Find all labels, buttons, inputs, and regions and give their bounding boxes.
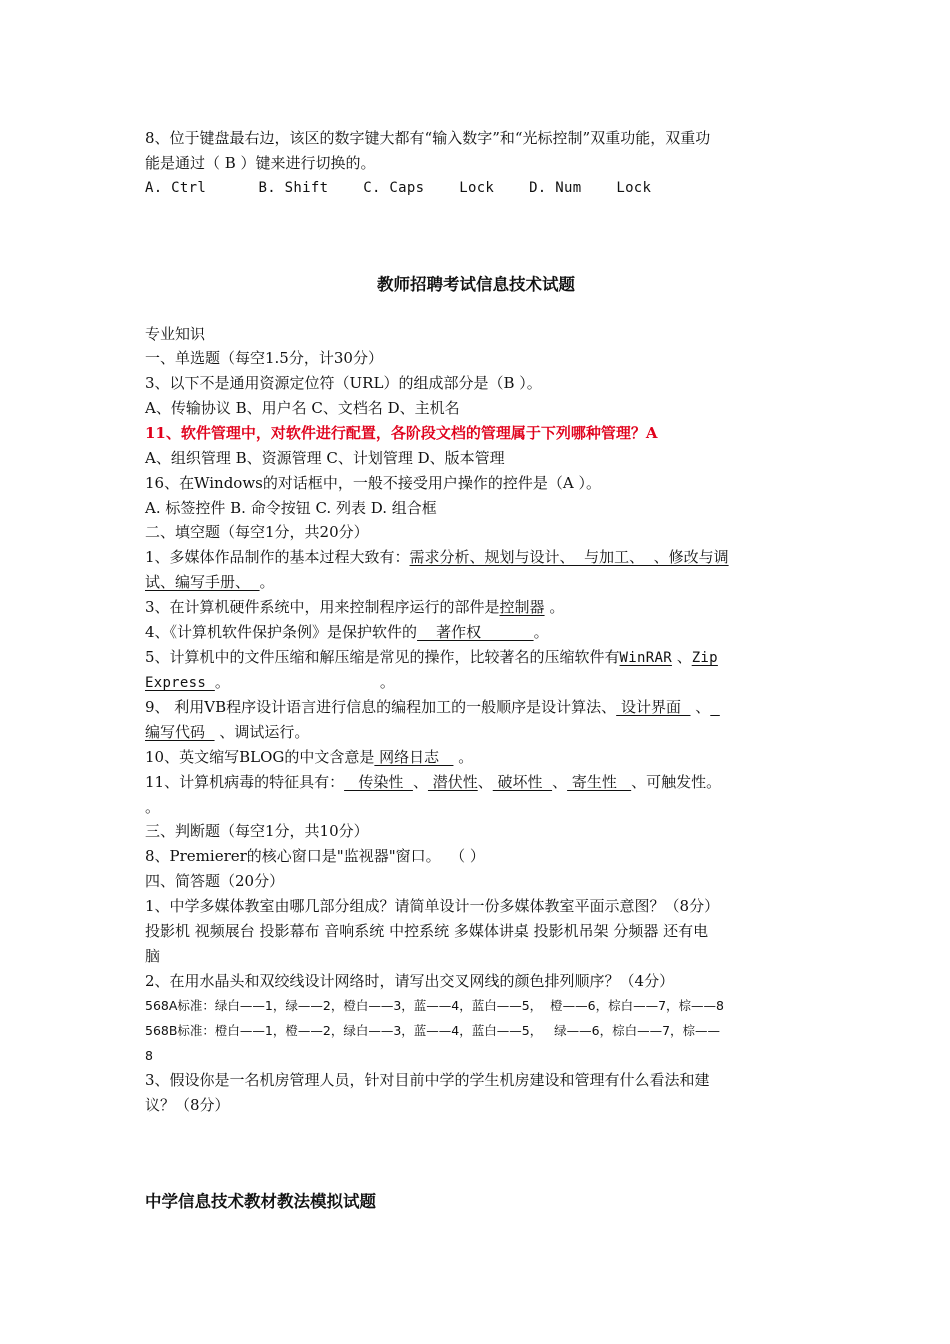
part4-q2-568a: 568A标准：绿白——1，绿——2，橙白——3，蓝——4，蓝白——5， 橙——6，棕白——7，棕——8 (145, 998, 724, 1013)
part4-q2: 2、在用水晶头和双绞线设计网络时，请写出交叉网线的颜色排列顺序？（4分） (145, 972, 675, 990)
part2-q11-answer1: 传染性 (344, 773, 413, 791)
part2-q1-end: 。 (259, 573, 275, 591)
part2-q5-answer3: Express (145, 675, 215, 691)
section-label: 专业知识 (145, 325, 206, 343)
part2-q10-answer: 网络日志 (374, 748, 454, 766)
part2-q5-line1 (145, 647, 807, 668)
part2-q11-sep2: 、 (477, 773, 493, 791)
part2-q11-answer3: 破坏性 (492, 773, 553, 791)
part2-q4 (145, 622, 807, 642)
next-section-title: 中学信息技术教材教法模拟试题 (145, 1192, 376, 1211)
part2-q5-answer1: WinRAR (619, 650, 672, 666)
part2-q1-line2 (145, 572, 807, 592)
part2-q9-prefix: 9、 利用VB程序设计语言进行信息的编程加工的一般顺序是设计算法、 (145, 698, 617, 716)
part1-q3: 3、以下不是通用资源定位符（URL）的组成部分是（B ）。 (145, 374, 542, 392)
part2-q11-prefix: 11、计算机病毒的特征具有： (145, 773, 345, 791)
q8-line2: 能是通过（ B ）键来进行切换的。 (145, 154, 376, 172)
part2-q3 (145, 597, 807, 617)
part2-q3-prefix: 3、在计算机硬件系统中，用来控制程序运行的部件是 (145, 598, 500, 616)
part4-q1-answer-line2: 脑 (145, 947, 161, 965)
part4-q2-568b-line2: 8 (145, 1048, 153, 1063)
part4-q2-568b: 568B标准：橙白——1，橙——2，绿白——3，蓝——4，蓝白——5， 绿——6，棕白——7，棕—— (145, 1023, 721, 1038)
part2-q1-line1 (145, 547, 807, 567)
part4-q1: 1、中学多媒体教室由哪几部分组成？请简单设计一份多媒体教室平面示意图？（8分） (145, 897, 720, 915)
part2-q10-end: 。 (453, 748, 474, 766)
part2-q1-answer1: 需求分析、规划与设计、 与加工、 、修改与调 (409, 548, 729, 566)
q8-options: A. Ctrl B. Shift C. Caps Lock D. Num Lock (145, 180, 652, 196)
part2-q9-answer1: 设计界面 (616, 698, 691, 716)
part2-q9-mid: 、 (690, 698, 711, 716)
part2-q4-end: 。 (533, 623, 549, 641)
part2-q11-sep1: 、 (412, 773, 428, 791)
part2-q11-end: 、可触发性。 (631, 773, 722, 791)
part2-q4-prefix: 4、《计算机软件保护条例》是保护软件的 (145, 623, 418, 641)
part4-q1-answer-line1: 投影机 视频展台 投影幕布 音响系统 中控系统 多媒体讲桌 投影机吊架 分频器 还有电 (145, 922, 709, 940)
part4-q3-line1: 3、假设你是一名机房管理人员，针对目前中学的学生机房建设和管理有什么看法和建 (145, 1071, 710, 1089)
part1-q3-options: A、传输协议 B、用户名 C、文档名 D、主机名 (145, 399, 460, 417)
part2-q9-line1 (145, 697, 807, 717)
part2-q10-prefix: 10、英文缩写BLOG的中文含意是 (145, 748, 375, 766)
part2-q1-prefix: 1、多媒体作品制作的基本过程大致有： (145, 548, 410, 566)
part2-q5-line2 (145, 672, 807, 693)
part4-heading: 四、简答题（20分） (145, 872, 285, 890)
part2-q9-answer2-start (710, 698, 720, 716)
part1-q16-options: A. 标签控件 B. 命令按钮 C. 列表 D. 组合框 (145, 499, 437, 517)
part2-q5-prefix: 5、计算机中的文件压缩和解压缩是常见的操作，比较著名的压缩软件有 (145, 648, 620, 666)
part2-q5-end2: 。 (379, 673, 395, 691)
exam-title: 教师招聘考试信息技术试题 (377, 275, 575, 294)
part2-q4-answer: 著作权 (417, 623, 534, 641)
part2-q3-answer: 控制器 (499, 598, 545, 616)
part2-q1-answer2: 试、编写手册、 (145, 573, 260, 591)
part2-q9-answer2: 编写代码 (145, 723, 215, 741)
part1-heading: 一、单选题（每空1.5分，计30分） (145, 349, 383, 367)
part2-heading: 二、填空题（每空1分，共20分） (145, 523, 369, 541)
part2-q11-answer4: 寄生性 (567, 773, 632, 791)
part2-q5-end1: 。 (214, 673, 230, 691)
part2-q11-line1 (145, 772, 807, 792)
part2-q9-line2 (145, 722, 807, 742)
q8-line1: 8、位于键盘最右边，该区的数字键大都有“输入数字”和“光标控制”双重功能，双重功 (145, 129, 711, 147)
part3-heading: 三、判断题（每空1分，共10分） (145, 822, 369, 840)
part1-q11-options: A、组织管理 B、资源管理 C、计划管理 D、版本管理 (145, 449, 505, 467)
part2-q9-end: 、调试运行。 (214, 723, 310, 741)
part2-q5-mid: 、 (671, 648, 692, 666)
part1-q11-highlight: 11、软件管理中，对软件进行配置，各阶段文档的管理属于下列哪种管理？A (145, 424, 658, 442)
part3-q8: 8、Premierer的核心窗口是"监视器"窗口。 （ ） (145, 847, 485, 865)
part2-q10 (145, 747, 807, 767)
part2-q5-answer2: Zip (691, 650, 718, 666)
part1-q16: 16、在Windows的对话框中，一般不接受用户操作的控件是（A ）。 (145, 474, 601, 492)
part2-q3-end: 。 (544, 598, 565, 616)
part2-q11-answer2: 潜伏性 (427, 773, 478, 791)
part2-q11-sep3: 、 (552, 773, 568, 791)
part4-q3-line2: 议？（8分） (145, 1096, 230, 1114)
part2-q11-line2: 。 (145, 798, 161, 816)
